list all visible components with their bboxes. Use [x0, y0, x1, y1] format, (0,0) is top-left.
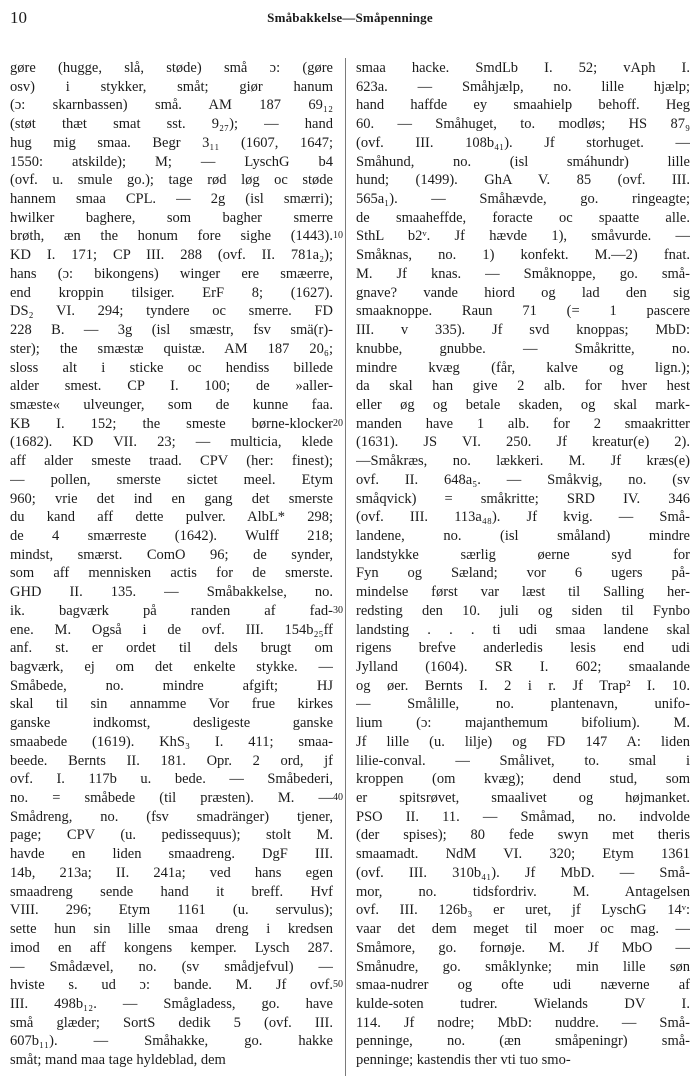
- text-line: GHD II. 135. — Småbakkelse, no.: [10, 584, 333, 601]
- text-line: hwilker baghere, som bagher smerre: [10, 209, 333, 226]
- margin-line-number: 10: [333, 230, 343, 242]
- text-line: småt; mand maa tage hyldeblad, dem: [10, 1052, 226, 1069]
- text-line: 60. — Småhuget, to. modløs; HS 87₉: [356, 116, 690, 133]
- text-line: Smådreng, no. (fsv smadränger) tjener,: [10, 808, 333, 825]
- text-line: 1550: atskilde); M; — LyschG b4: [10, 153, 333, 170]
- text-line: — pollen, smerste sictet meel. Etym: [10, 471, 333, 488]
- text-line: alder smest. CP I. 100; de »aller-: [10, 378, 333, 395]
- text-line: SthL b2ᵛ. Jf hævde 1), småvurde. —: [356, 228, 690, 245]
- left-column: [10, 59, 333, 1070]
- text-line: (ovf. III. 113a₄₈). Jf kvig. — Små-: [356, 509, 690, 526]
- text-line: brøth, æn the honum fore sighe (1443).: [10, 228, 333, 245]
- text-line: kroppen (om kvæg); dend stud, som: [356, 771, 690, 788]
- text-line: ovf. I. 117b u. bede. — Småbederi,: [10, 771, 333, 788]
- text-line: 623a. — Småhjælp, no. lille hjælp;: [356, 78, 690, 95]
- text-line: —Småkræs, no. lækkeri. M. Jf kræs(e): [356, 453, 690, 470]
- text-line: de smaaheffde, foracte oc spaatte alle.: [356, 209, 690, 226]
- margin-line-number: 50: [333, 979, 343, 991]
- text-line: bagværk, ej om det enkelte stykke. —: [10, 659, 333, 675]
- text-line: Småmore, go. fornøje. M. Jf MbO —: [356, 939, 690, 956]
- text-line: ovf. II. 648a₅. — Småkvig, no. (sv: [356, 471, 690, 488]
- text-line: penninge, no. (æn småpeningr) små-: [356, 1033, 690, 1050]
- text-line: landstykke særlig øerne syd for: [356, 546, 690, 563]
- text-line: knubbe, gnubbe. — Småkritte, no.: [356, 340, 690, 357]
- text-line: VIII. 296; Etym 1161 (u. servulus);: [10, 902, 333, 919]
- text-line: ganske indkomst, desligeste ganske: [10, 715, 333, 732]
- margin-line-number: 40: [333, 792, 343, 804]
- text-line: Fyn og Sæland; vor 6 ugers på-: [356, 565, 690, 582]
- text-line: DS₂ VI. 294; tyndere oc smerre. FD: [10, 303, 333, 320]
- text-line: lilie-conval. — Smålivet, to. smal i: [356, 752, 690, 769]
- text-line: end kroppin tilsiger. ErF 8; (1627).: [10, 284, 333, 301]
- text-line: skal til sin annamme Vor frue kirkes: [10, 696, 333, 713]
- text-line: 607b₁₁). — Småhakke, go. hakke: [10, 1033, 333, 1050]
- text-line: beede. Bernts II. 181. Opr. 2 ord, jf: [10, 752, 333, 769]
- text-line: 565a₁). — Småhævde, go. ringeagte;: [356, 191, 690, 208]
- text-line: ene. M. Også i de ovf. III. 154b₂₅ff: [10, 621, 333, 638]
- text-line: eller øg og betale skaden, og skal mark-: [356, 396, 690, 413]
- text-line: små glæder; SortS dedik 5 (ovf. III.: [10, 1014, 333, 1031]
- text-line: som aff mennisken actis for de smerste.: [10, 565, 333, 582]
- text-line: smaa hacke. SmdLb I. 52; vAph I.: [356, 60, 690, 76]
- right-column: [356, 59, 690, 1070]
- text-line: havde en liden smaadreng. DgF III.: [10, 846, 333, 863]
- page-number: 10: [10, 8, 27, 27]
- text-line: sloss alt i sticke oc hendiss billede: [10, 359, 333, 376]
- text-line: rigens brefve anderledis lesis end udi: [356, 640, 690, 657]
- text-line: (der spises); 80 fede swyn met theris: [356, 827, 690, 844]
- text-line: penninge; kastendis ther vti tuo smo-: [356, 1052, 571, 1069]
- text-line: hand haffde ey smaahielp behoff. Heg: [356, 97, 690, 114]
- text-line: III. 498b₁₂. — Smågladess, go. have: [10, 995, 333, 1012]
- text-line: hans (ɔ: bikongens) winger ere smæerre,: [10, 265, 333, 282]
- text-line: smaaknoppe. Raun 71 (= 1 pascere: [356, 303, 690, 320]
- text-line: mindelse først var læst til Salling her-: [356, 584, 690, 601]
- text-line: (1631). JS VI. 250. Jf kreatur(e) 2).: [356, 434, 690, 451]
- text-line: III. v 335). Jf svd knoppas; MbD:: [356, 322, 690, 339]
- text-line: osv) i stykker, småt; giør hanum: [10, 78, 333, 95]
- text-line: småqvick) = småkritte; SRD IV. 346: [356, 490, 690, 507]
- text-line: no. = småbede (til præsten). M. —: [10, 790, 333, 807]
- text-line: sette hun sin lille smaa dreng i kredsen: [10, 921, 333, 938]
- text-line: ster); the smæstæ quistæ. AM 187 20₆;: [10, 340, 333, 357]
- text-line: KB I. 152; the smeste børne-klocker: [10, 415, 333, 432]
- margin-line-number: 30: [333, 604, 343, 616]
- text-line: (ɔ: skarnbassen) små. AM 187 69₁₂: [10, 97, 333, 114]
- text-line: mindre kvæg (får, kalve og lign.);: [356, 359, 690, 376]
- margin-line-number: 20: [333, 417, 343, 429]
- text-line: Småhund, no. (isl smáhundr) lille: [356, 153, 690, 170]
- text-line: KD I. 171; CP III. 288 (ovf. II. 781a₂);: [10, 247, 333, 264]
- text-line: smaabede (1619). KhS₃ I. 411; smaa-: [10, 733, 333, 750]
- text-line: gøre (hugge, slå, støde) små ɔ: (gøre: [10, 60, 333, 76]
- text-line: Småbede, no. mindre afgift; HJ: [10, 677, 333, 694]
- text-line: anf. st. er ordet til dels brugt om: [10, 640, 333, 657]
- text-line: — Smådævel, no. (sv smådjefvul) —: [10, 958, 333, 975]
- text-line: Jf lille (u. lilje) og FD 147 A: liden: [356, 733, 690, 750]
- text-line: er spitsrøvet, smaalivet og højmanket.: [356, 790, 690, 807]
- text-line: da skal han give 2 alb. for hver hest: [356, 378, 690, 395]
- text-line: landsting . . . ti udi smaa landene skal: [356, 621, 690, 638]
- text-line: M. Jf knas. — Småknoppe, go. små-: [356, 265, 690, 282]
- text-line: Jylland (1604). SR I. 602; smaalande: [356, 659, 690, 675]
- text-line: 228 B. — 3g (isl smæstr, fsv smä(r)-: [10, 322, 333, 339]
- text-line: kulde-soten tudrer. Wielands DV I.: [356, 995, 690, 1012]
- column-divider: [345, 58, 346, 1076]
- text-line: ovf. III. 126b₃ er uret, jf LyschG 14ᵛ:: [356, 902, 690, 919]
- text-line: (ovf. III. 108b₄₁). Jf storhuget. —: [356, 134, 690, 151]
- text-line: smaa-nudrer og ofte udi næverne af: [356, 977, 690, 994]
- text-line: hviste s. ud ɔ: bande. M. Jf ovf.: [10, 977, 333, 994]
- text-line: hund; (1499). GhA V. 85 (ovf. III.: [356, 172, 690, 189]
- text-line: (ovf. u. smule go.); tage rød løg oc støde: [10, 172, 333, 189]
- text-line: 14b, 213a; II. 241a; ved hans egen: [10, 864, 333, 881]
- text-line: gnave? vande hiord og lad den sig: [356, 284, 690, 301]
- text-line: lium (ɔ: majanthemum bifolium). M.: [356, 715, 690, 732]
- text-line: (1682). KD VII. 23; — multicia, klede: [10, 434, 333, 451]
- text-line: de 4 smærreste (1642). Wulff 218;: [10, 527, 333, 544]
- text-line: smæste« ulveunger, som de kunne faa.: [10, 396, 333, 413]
- text-line: smaadreng sende hand it breff. Hvf: [10, 883, 333, 900]
- text-line: og øer. Bernts I. 2 i r. Jf Trap² I. 10.: [356, 677, 690, 694]
- text-line: hannem smaa CPL. — 2g (isl smærri);: [10, 191, 333, 208]
- text-line: Småknas, no. 1) konfekt. M.—2) fnat.: [356, 247, 690, 264]
- text-line: (ovf. III. 310b₄₁). Jf MbD. — Små-: [356, 864, 690, 881]
- text-line: mindst, smærst. ComO 96; de synder,: [10, 546, 333, 563]
- text-line: ik. bagværk på randen af fad-: [10, 602, 333, 619]
- text-line: du kand aff dette pulver. AlbL* 298;: [10, 509, 333, 526]
- text-line: redsting den 10. juli og siden til Fynbo: [356, 602, 690, 619]
- text-line: (støt thæt smat sst. 9₂₇); — hand: [10, 116, 333, 133]
- running-head: Småbakkelse—Småpenninge: [267, 10, 433, 25]
- text-line: vaar det dem meget til moer oc mag. —: [356, 921, 690, 938]
- text-line: 960; vrie det ind en gang det smerste: [10, 490, 333, 507]
- text-line: hug mig smaa. Begr 3₁₁ (1607, 1647;: [10, 134, 333, 151]
- text-line: — Smålille, no. plantenavn, unifo-: [356, 696, 690, 713]
- text-line: Smånudre, go. småklynke; min lille søn: [356, 958, 690, 975]
- text-line: PSO II. 11. — Småmad, no. indvolde: [356, 808, 690, 825]
- text-line: imod en aff kongens kemper. Lysch 287.: [10, 939, 333, 956]
- text-line: landene, no. (isl småland) mindre: [356, 527, 690, 544]
- text-line: page; CPV (u. pedissequus); stolt M.: [10, 827, 333, 844]
- text-line: manden have 1 alb. for 2 smaakritter: [356, 415, 690, 432]
- text-line: smaamadt. NdM VI. 320; Etym 1361: [356, 846, 690, 863]
- text-line: aff alder smeste traad. CPV (her: finest);: [10, 453, 333, 470]
- text-line: mor, no. tidsfordriv. M. Antagelsen: [356, 883, 690, 900]
- text-line: 114. Jf nodre; MbD: nuddre. — Små-: [356, 1014, 690, 1031]
